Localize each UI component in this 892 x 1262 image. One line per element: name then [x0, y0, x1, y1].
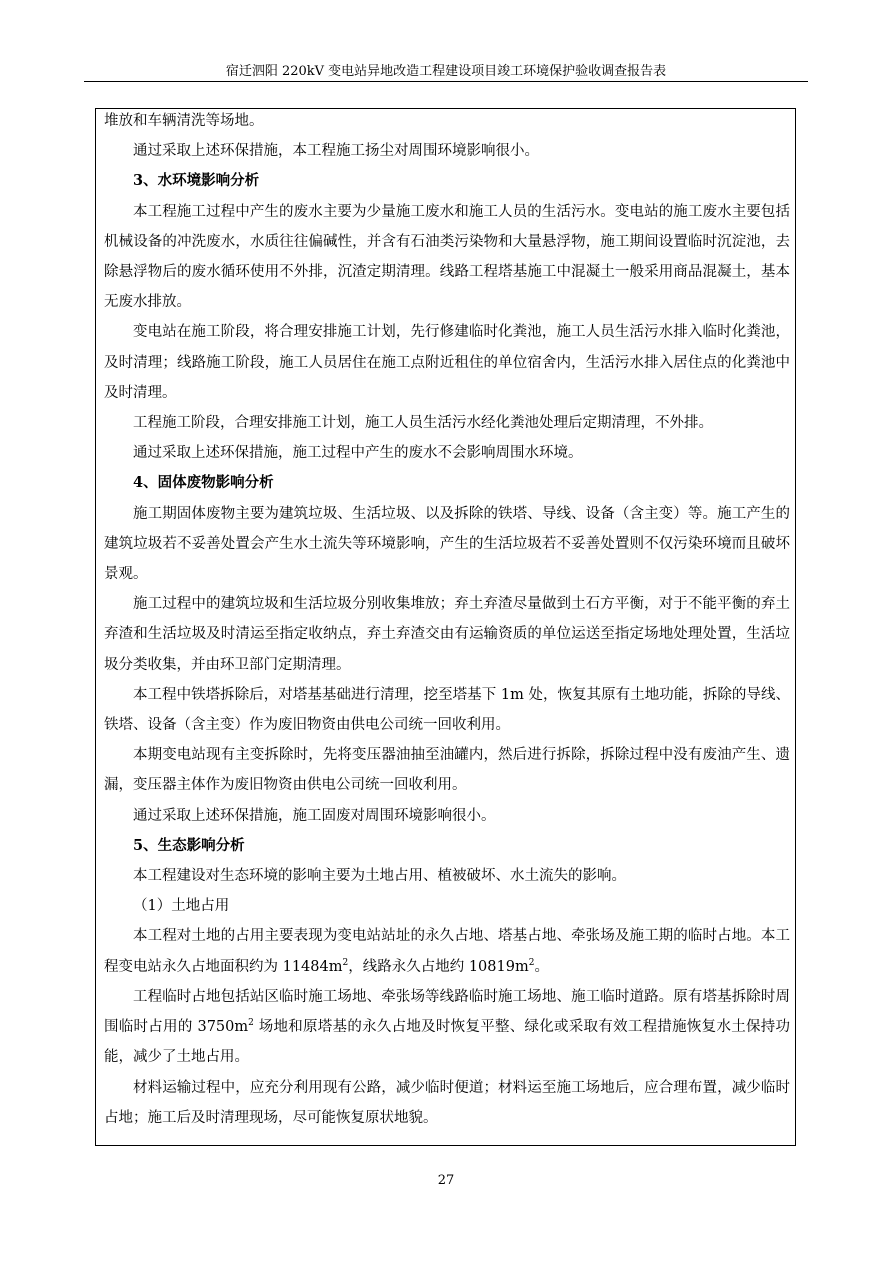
paragraph: 施工过程中的建筑垃圾和生活垃圾分别收集堆放；弃土弃渣尽量做到土石方平衡，对于不能平衡的弃土弃渣和生活垃圾及时清运至指定收纳点，弃土弃渣交由有运输资质的单位运送至指定场地处理处置，生活垃圾分类收集，并由环卫部门定期清理。 [104, 596, 790, 673]
content-box [95, 108, 796, 1146]
superscript: 2 [342, 957, 349, 968]
paragraph-text: 。 [534, 958, 549, 975]
section-heading: 4、固体废物影响分析 [133, 474, 274, 492]
paragraph: 通过采取上述环保措施，施工固废对周围环境影响很小。 [133, 807, 496, 824]
paragraph-text: 场地和原塔基的永久占地及时恢复平整、绿化或采取有效工程措施恢复水土保持功能，减少了土地占用。 [104, 1019, 791, 1066]
header-rule [84, 81, 808, 82]
superscript: 2 [528, 957, 535, 968]
section-heading: 3、水环境影响分析 [133, 172, 260, 190]
paragraph-text: 本工程变电站永久占地面积约为 11484m [104, 928, 791, 975]
superscript: 2 [248, 1018, 254, 1029]
running-header: 宿迁泗阳 220kV 变电站异地改造工程建设项目竣工环境保护验收调查报告表 [225, 64, 667, 79]
paragraph: 施工期固体废物主要为建筑垃圾、生活垃圾、以及拆除的铁塔、导线、设备（含主变）等。施工产生的建筑垃圾若不妥善处置会产生水土流失等环境影响，产生的生活垃圾若不妥善处置则不仅污染环境而且破坏景观。 [104, 505, 790, 583]
paragraph-text: 本工程对土地的占用主要表现为变电站站址的永久占地、塔基占地、牵张场及施工期的临时占地。 [133, 928, 761, 945]
paragraph: 本工程中铁塔拆除后，对塔基基础进行清理，挖至塔基下 1m 处，恢复其原有土地功能，拆除的导线、铁塔、设备（含主变）作为废旧物资由供电公司统一回收利用。 [104, 686, 790, 734]
paragraph: 工程施工阶段，合理安排施工计划，施工人员生活污水经化粪池处理后定期清理，不外排。 [133, 415, 713, 432]
paragraph [104, 982, 790, 1073]
paragraph: 本工程建设对生态环境的影响主要为土地占用、植被破坏、水土流失的影响。 [133, 868, 626, 885]
paragraph: 本工程施工过程中产生的废水主要为少量施工废水和施工人员的生活污水。变电站的施工废水主要包括机械设备的冲洗废水，水质往往偏碱性，并含有石油类污染物和大量悬浮物，施工期间设置临时沉淀池，去除悬浮物后的废水循环使用不外排，沉渣定期清理。线路工程塔基施工中混凝土一般采用商品混凝土，基本无废水排放。 [104, 203, 790, 311]
section-heading: 5、生态影响分析 [133, 836, 245, 854]
paragraph: 通过采取上述环保措施，施工过程中产生的废水不会影响周围水环境。 [133, 445, 583, 462]
paragraph: 变电站在施工阶段，将合理安排施工计划，先行修建临时化粪池，施工人员生活污水排入临时化粪池，及时清理；线路施工阶段，施工人员居住在施工点附近租住的单位宿舍内，生活污水排入居住点的化粪池中及时清理。 [104, 324, 790, 401]
paragraph: 材料运输过程中，应充分利用现有公路，减少临时便道；材料运至施工场地后，应合理布置，减少临时占地；施工后及时清理现场，尽可能恢复原状地貌。 [104, 1079, 790, 1126]
paragraph: 本期变电站现有主变拆除时，先将变压器油抽至油罐内，然后进行拆除，拆除过程中没有废油产生、遗漏，变压器主体作为废旧物资由供电公司统一回收利用。 [104, 747, 790, 794]
page-number: 27 [437, 1173, 455, 1188]
paragraph-text: ，线路永久占地约 10819m [348, 958, 529, 975]
subheading: （1）土地占用 [133, 898, 230, 915]
paragraph: 堆放和车辆清洗等场地。 [104, 113, 264, 129]
content-body [104, 106, 790, 1133]
paragraph [104, 921, 790, 981]
paragraph: 通过采取上述环保措施，本工程施工扬尘对周围环境影响很小。 [133, 143, 539, 160]
paragraph-text: 工程临时占地包括站区临时施工场地、牵张场等线路临时施工场地、施工临时道路。原有塔基拆除时周围临时占用的 3750m [104, 988, 790, 1036]
